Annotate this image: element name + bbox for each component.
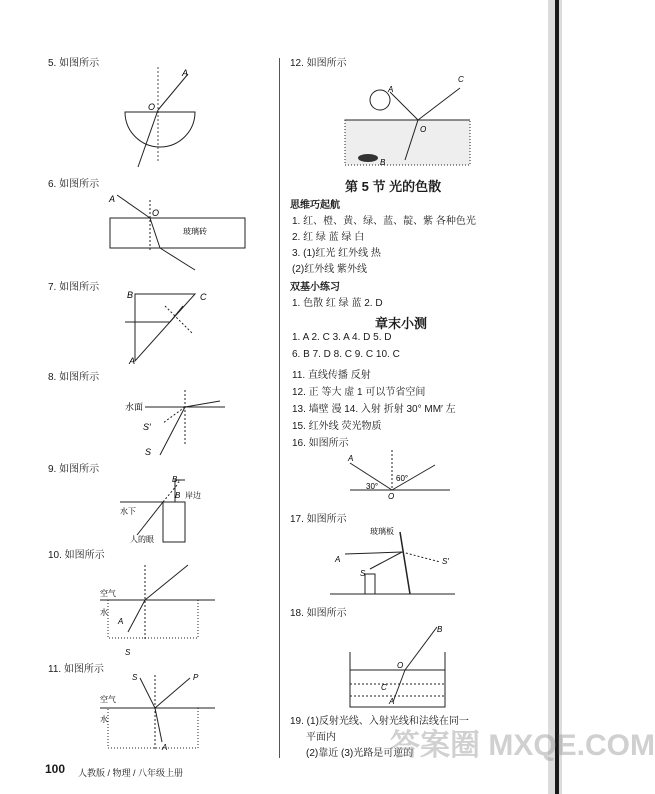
svg-text:S: S [145, 447, 152, 457]
svg-text:人的眼: 人的眼 [130, 535, 154, 544]
question-9-label: 9. 如图所示 [48, 464, 100, 475]
chapter-line: 15. 红外线 荧光物质 [292, 421, 382, 432]
svg-text:空气: 空气 [100, 589, 116, 598]
chapter-line: 12. 正 等大 虚 1 可以节省空间 [292, 387, 426, 398]
svg-text:C: C [381, 683, 387, 692]
think-heading: 思维巧起航 [290, 200, 340, 211]
question-7-label: 7. 如图所示 [48, 282, 100, 293]
svg-text:B: B [380, 158, 386, 167]
svg-text:30°: 30° [366, 482, 379, 491]
svg-text:S: S [132, 673, 138, 682]
think-line: 1. 红、橙、黄、绿、蓝、靛、紫 各种色光 [292, 216, 476, 227]
svg-text:S: S [125, 648, 131, 657]
svg-text:A: A [109, 194, 116, 204]
question-5-label: 5. 如图所示 [48, 58, 100, 69]
figure-16 [340, 445, 460, 500]
svg-text:C: C [200, 292, 207, 302]
svg-text:O: O [397, 661, 404, 670]
section-title: 第 5 节 光的色散 [345, 179, 442, 194]
chapter-line: 6. B 7. D 8. C 9. C 10. C [292, 349, 400, 360]
question-11-label: 11. 如图所示 [48, 664, 104, 675]
svg-text:C: C [458, 75, 464, 84]
svg-text:水面: 水面 [125, 402, 144, 412]
question-12-label: 12. 如图所示 [290, 58, 347, 69]
question-10-label: 10. 如图所示 [48, 550, 105, 561]
basic-heading: 双基小练习 [290, 282, 340, 293]
page-number: 100 [45, 762, 66, 776]
q19-line: 19. (1)反射光线、入射光线和法线在同一 [290, 716, 469, 727]
basic-line: 1. 色散 红 绿 蓝 2. D [292, 298, 383, 309]
figure-18 [345, 622, 465, 712]
svg-text:玻璃板: 玻璃板 [370, 527, 394, 536]
figure-17 [330, 524, 460, 599]
svg-text:S′: S′ [442, 557, 449, 566]
svg-text:O: O [388, 492, 395, 501]
svg-text:60°: 60° [396, 474, 409, 483]
svg-text:A: A [335, 555, 341, 564]
figure-8 [125, 385, 235, 460]
page-edge [555, 0, 559, 794]
svg-text:A: A [162, 743, 168, 752]
svg-text:B: B [175, 491, 181, 500]
think-line: (2)红外线 紫外线 [292, 264, 367, 275]
svg-text:A: A [348, 454, 354, 463]
svg-text:S′: S′ [143, 422, 151, 432]
q19-line: 平面内 [306, 732, 336, 743]
chapter-line: 11. 直线传播 反射 [292, 370, 371, 381]
svg-text:A: A [388, 85, 394, 94]
think-line: 2. 红 绿 蓝 绿 白 [292, 232, 365, 243]
q19-line: (2)靠近 (3)光路是可逆的 [306, 748, 414, 759]
figure-11 [100, 670, 220, 755]
chapter-line: 13. 墙壁 漫 14. 入射 折射 30° MM′ 左 [292, 404, 456, 415]
figure-6 [105, 190, 265, 275]
question-8-label: 8. 如图所示 [48, 372, 100, 383]
figure-12 [340, 70, 480, 170]
watermark: 答案圈 MXQE.COM [390, 729, 655, 762]
svg-text:O: O [152, 208, 160, 218]
svg-text:B₁: B₁ [172, 475, 180, 484]
svg-text:玻璃砖: 玻璃砖 [183, 227, 207, 236]
svg-text:S: S [360, 569, 366, 578]
figure-7 [125, 286, 235, 366]
chapter-title: 章末小测 [375, 316, 428, 331]
f5-A: A [182, 68, 189, 78]
figure-10 [100, 560, 220, 660]
figure-5 [120, 62, 210, 172]
svg-text:B: B [437, 625, 443, 634]
book-info: 人教版 / 物理 / 八年级上册 [78, 768, 184, 778]
figure-9 [115, 470, 225, 545]
svg-text:水: 水 [100, 715, 108, 724]
chapter-line: 16. 如图所示 [292, 438, 349, 449]
svg-text:O: O [420, 125, 427, 134]
column-divider [279, 58, 280, 758]
think-line: 3. (1)红光 红外线 热 [292, 248, 381, 259]
svg-text:P: P [193, 673, 199, 682]
svg-text:A: A [118, 617, 124, 626]
chapter-line: 1. A 2. C 3. A 4. D 5. D [292, 332, 392, 343]
question-6-label: 6. 如图所示 [48, 179, 100, 190]
question-18-label: 18. 如图所示 [290, 608, 347, 619]
svg-text:A: A [389, 697, 395, 706]
question-17-label: 17. 如图所示 [290, 514, 347, 525]
svg-text:水: 水 [100, 608, 108, 617]
svg-text:A: A [129, 356, 136, 366]
svg-text:B: B [127, 290, 134, 300]
svg-text:岸边: 岸边 [185, 491, 201, 500]
svg-text:空气: 空气 [100, 695, 116, 704]
f5-O: O [148, 102, 156, 112]
svg-text:水下: 水下 [120, 507, 136, 516]
